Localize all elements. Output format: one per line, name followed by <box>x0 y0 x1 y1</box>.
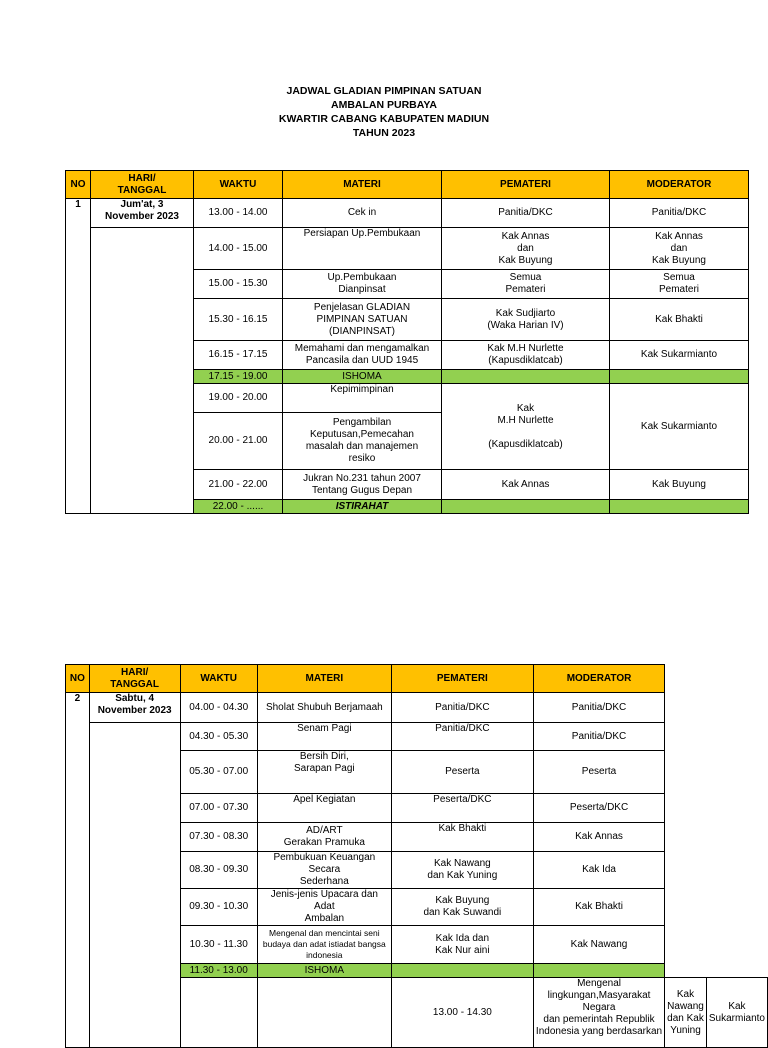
title-line-3: KWARTIR CABANG KABUPATEN MADIUN <box>278 113 490 125</box>
cell-moderator: Kak Buyung <box>610 470 749 500</box>
cell-materi: Jenis-jenis Upacara dan Adat Ambalan <box>257 889 391 926</box>
cell-pemateri: Kak Annas <box>442 470 610 500</box>
cell-pemateri: Peserta/DKC <box>391 794 533 823</box>
header-materi: MATERI <box>257 665 391 693</box>
cell-waktu: 11.30 - 13.00 <box>180 964 257 978</box>
cell-moderator: Kak Sukarmianto <box>610 341 749 370</box>
cell-waktu: 07.30 - 08.30 <box>180 823 257 852</box>
table-row <box>66 199 749 228</box>
cell-materi: Mengenal dan mencintai seni budaya dan adat istiadat bangsa indonesia <box>257 926 391 964</box>
header-moderator: MODERATOR <box>533 665 664 693</box>
cell-moderator: Kak Bhakti <box>533 889 664 926</box>
cell-moderator: Kak Annas dan Kak Buyung <box>610 228 749 270</box>
header-waktu: WAKTU <box>180 665 257 693</box>
cell-waktu: 15.00 - 15.30 <box>194 270 283 299</box>
header-materi: MATERI <box>283 171 442 199</box>
cell-moderator: Peserta/DKC <box>533 794 664 823</box>
header-waktu: WAKTU <box>194 171 283 199</box>
cell-waktu: 13.00 - 14.00 <box>194 199 283 228</box>
cell-materi: ISHOMA <box>257 964 391 978</box>
header-pemateri: PEMATERI <box>391 665 533 693</box>
table-row <box>66 693 768 723</box>
header-no: NO <box>66 171 91 199</box>
cell-pemateri: Semua Pemateri <box>442 270 610 299</box>
cell-materi: Pembukuan Keuangan Secara Sederhana <box>257 852 391 889</box>
document-title <box>0 84 768 140</box>
table-header-row <box>66 665 768 693</box>
cell-materi: Up.Pembukaan Dianpinsat <box>283 270 442 299</box>
cell-waktu: 09.30 - 10.30 <box>180 889 257 926</box>
cell-materi: Senam Pagi <box>257 723 391 751</box>
cell-waktu: 21.00 - 22.00 <box>194 470 283 500</box>
cell-pemateri: Kak Ida dan Kak Nur aini <box>391 926 533 964</box>
cell-pemateri: Kak M.H Nurlette (Kapusdiklatcab) <box>442 384 610 470</box>
cell-waktu: 16.15 - 17.15 <box>194 341 283 370</box>
cell-moderator: Panitia/DKC <box>533 693 664 723</box>
cell-materi: Kepimimpinan <box>283 384 442 413</box>
cell-moderator: Kak Sukarmianto <box>610 384 749 470</box>
cell-materi: Apel Kegiatan <box>257 794 391 823</box>
cell-materi: Jukran No.231 tahun 2007 Tentang Gugus Depan <box>283 470 442 500</box>
cell-moderator: Semua Pemateri <box>610 270 749 299</box>
cell-materi: Pengambilan Keputusan,Pemecahan masalah dan manajemen resiko <box>283 413 442 470</box>
header-pemateri: PEMATERI <box>442 171 610 199</box>
cell-pemateri: Peserta <box>391 751 533 794</box>
cell-waktu: 19.00 - 20.00 <box>194 384 283 413</box>
header-hari: HARI/ TANGGAL <box>89 665 180 693</box>
table-row <box>66 228 749 270</box>
cell-waktu: 07.00 - 07.30 <box>180 794 257 823</box>
cell-moderator: Kak Bhakti <box>610 299 749 341</box>
cell-materi: Persiapan Up.Pembukaan <box>283 228 442 270</box>
cell-materi: Sholat Shubuh Berjamaah <box>257 693 391 723</box>
day-date: Jum'at, 3 November 2023 <box>91 199 194 228</box>
cell-waktu: 20.00 - 21.00 <box>194 413 283 470</box>
cell-materi: Penjelasan GLADIAN PIMPINAN SATUAN (DIANPINSAT) <box>283 299 442 341</box>
cell-waktu: 10.30 - 11.30 <box>180 926 257 964</box>
header-moderator: MODERATOR <box>610 171 749 199</box>
cell-moderator: Panitia/DKC <box>533 723 664 751</box>
title-line-4: TAHUN 2023 <box>352 127 416 139</box>
cell-materi: Mengenal lingkungan,Masyarakat Negara dan pemerintah Republik Indonesia yang berdasarkan <box>533 978 664 1048</box>
cell-materi: Cek in <box>283 199 442 228</box>
cell-waktu: 05.30 - 07.00 <box>180 751 257 794</box>
cell-waktu: 13.00 - 14.30 <box>391 978 533 1048</box>
header-no: NO <box>66 665 90 693</box>
cell-moderator: Peserta <box>533 751 664 794</box>
schedule-table-day2 <box>65 664 768 1048</box>
cell-waktu: 22.00 - ...... <box>194 500 283 514</box>
cell-pemateri: Panitia/DKC <box>391 723 533 751</box>
cell-pemateri: Panitia/DKC <box>391 693 533 723</box>
day-number: 2 <box>66 693 90 723</box>
day-number: 1 <box>66 199 91 228</box>
cell-moderator: Kak Sukarmianto <box>706 978 767 1048</box>
cell-pemateri: Kak Sudjiarto (Waka Harian IV) <box>442 299 610 341</box>
cell-waktu: 14.00 - 15.00 <box>194 228 283 270</box>
table-row <box>66 723 768 751</box>
cell-pemateri: Kak M.H Nurlette (Kapusdiklatcab) <box>442 341 610 370</box>
cell-waktu: 04.00 - 04.30 <box>180 693 257 723</box>
cell-materi: Bersih Diri, Sarapan Pagi <box>257 751 391 794</box>
cell-pemateri: Kak Annas dan Kak Buyung <box>442 228 610 270</box>
cell-moderator: Kak Ida <box>533 852 664 889</box>
title-line-1: JADWAL GLADIAN PIMPINAN SATUAN <box>286 85 482 97</box>
cell-moderator: Kak Nawang <box>533 926 664 964</box>
cell-moderator: Kak Annas <box>533 823 664 852</box>
cell-pemateri: Panitia/DKC <box>442 199 610 228</box>
cell-materi: ISHOMA <box>283 370 442 384</box>
cell-waktu: 04.30 - 05.30 <box>180 723 257 751</box>
header-hari: HARI/ TANGGAL <box>91 171 194 199</box>
cell-materi: ISTIRAHAT <box>283 500 442 514</box>
cell-moderator: Panitia/DKC <box>610 199 749 228</box>
cell-pemateri: Kak Buyung dan Kak Suwandi <box>391 889 533 926</box>
cell-materi: AD/ART Gerakan Pramuka <box>257 823 391 852</box>
day-date: Sabtu, 4 November 2023 <box>89 693 180 723</box>
cell-waktu: 08.30 - 09.30 <box>180 852 257 889</box>
cell-waktu: 17.15 - 19.00 <box>194 370 283 384</box>
schedule-table-day1 <box>65 170 749 514</box>
table-header-row <box>66 171 749 199</box>
cell-materi: Memahami dan mengamalkan Pancasila dan UUD 1945 <box>283 341 442 370</box>
cell-waktu: 15.30 - 16.15 <box>194 299 283 341</box>
title-line-2: AMBALAN PURBAYA <box>331 99 437 111</box>
cell-pemateri: Kak Bhakti <box>391 823 533 852</box>
cell-pemateri: Kak Nawang dan Kak Yuning <box>391 852 533 889</box>
cell-pemateri: Kak Nawang dan Kak Yuning <box>665 978 707 1048</box>
